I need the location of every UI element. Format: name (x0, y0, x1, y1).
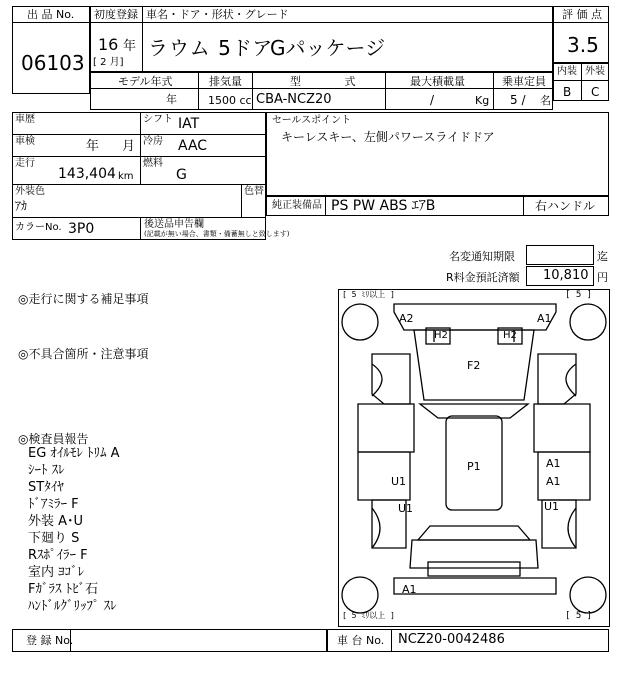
docs-note: (記載が無い場合、書類・備蓄無しと致します) (144, 230, 290, 238)
inspector-report-list (28, 447, 328, 617)
registration-year-unit: 年 (123, 39, 137, 54)
divider (142, 6, 143, 72)
model-value: CBA-NCZ20 (256, 92, 332, 107)
recycle-fee-unit: 円 (597, 271, 608, 284)
divider (12, 134, 266, 135)
registration-number-label: 登 録 No. (26, 634, 74, 647)
car-diagram-frame (338, 289, 610, 627)
list-item: 下廻り S (28, 531, 80, 546)
capacity-value: 5 / (510, 93, 526, 107)
divider (391, 629, 392, 652)
inspection-year: 年 (86, 139, 100, 154)
divider (553, 22, 609, 23)
ac-label: 冷房 (143, 136, 163, 147)
exterior-color-value: ｱｶ (15, 199, 28, 213)
tire-depth-rear-left: [ 5 ﾐﾘ以上 ] (342, 611, 395, 620)
color-number-value: 3P0 (68, 221, 95, 237)
model-year-label: モデル年式 (118, 75, 173, 88)
displacement-label: 排気量 (209, 75, 242, 88)
sales-point-label: セールスポイント (272, 115, 352, 126)
max-load-label: 最大積載量 (410, 75, 465, 88)
registration-month: [ 2 月] (93, 57, 124, 68)
ac-value: AAC (178, 138, 208, 154)
history-label: 車歴 (15, 114, 35, 125)
shift-label: シフト (143, 114, 173, 125)
damage-mark: P1 (467, 460, 481, 473)
exterior-color-label: 外装色 (15, 186, 45, 197)
transfer-deadline-suffix: 迄 (597, 250, 608, 263)
inspection-month: 月 (122, 139, 136, 154)
sales-point-value: キーレスキー、左側パワースライドドア (281, 130, 495, 144)
divider (252, 72, 253, 110)
divider (140, 112, 141, 184)
tire-depth-front-right: [ 5 ] (565, 290, 593, 300)
model-year-value: 年 (166, 93, 177, 106)
damage-mark: H2 (434, 330, 448, 341)
divider (12, 217, 266, 218)
recycle-fee-value: 10,810 (543, 268, 589, 283)
list-item: STﾀｲﾔ (28, 480, 64, 495)
details-table (12, 112, 266, 240)
lot-number: 06103 (21, 51, 85, 75)
damage-mark: U1 (391, 475, 407, 488)
first-registration-label: 初度登録 (94, 8, 138, 21)
divider (90, 88, 553, 89)
divider (90, 22, 553, 23)
mileage-unit: km (118, 171, 134, 182)
damage-mark: F2 (467, 359, 481, 372)
divider (12, 156, 266, 157)
inspector-report-title: ◎検査員報告 (18, 432, 89, 446)
transfer-deadline-field (526, 245, 594, 265)
exterior-grade-label: 外装 (585, 66, 605, 77)
equipment-value: PS PW ABS ｴｱB (331, 198, 436, 214)
car-name: ラウム 5ドア (148, 36, 274, 60)
max-load-value: / (430, 93, 435, 107)
damage-mark: A1 (537, 312, 552, 325)
list-item: ｼｰﾄ ｽﾚ (28, 463, 65, 478)
color-number-label: カラーNo. (15, 222, 62, 233)
recycle-fee-label: R料金預託済額 (446, 271, 520, 284)
driving-notes-title: ◎走行に関する補足事項 (18, 292, 149, 306)
displacement-value: 1500 cc (208, 94, 252, 107)
steering-side: 右ハンドル (535, 199, 596, 213)
divider (553, 80, 609, 81)
capacity-unit: 名 (540, 94, 551, 107)
interior-grade-value: B (563, 85, 572, 99)
tire-depth-front-left: [ 5 ﾐﾘ以上 ] (342, 290, 395, 299)
repaint-label: 色替 (244, 186, 264, 197)
list-item: 外装 A･U (28, 514, 84, 529)
chassis-number-value: NCZ20-0042486 (398, 632, 505, 647)
damage-mark: A2 (399, 312, 414, 325)
shift-value: IAT (178, 116, 200, 132)
list-item: ﾊﾝﾄﾞﾙｸﾞﾘｯﾌﾟ ｽﾚ (28, 599, 117, 614)
damage-mark: A1 (546, 475, 561, 488)
fuel-value: G (176, 167, 187, 183)
divider (241, 184, 242, 217)
capacity-label: 乗車定員 (502, 75, 546, 88)
defects-title: ◎不具合箇所・注意事項 (18, 347, 149, 361)
divider (12, 184, 266, 185)
damage-mark: U1 (544, 500, 560, 513)
transfer-deadline-label: 名変通知期限 (449, 250, 515, 263)
interior-grade-label: 内装 (557, 66, 577, 77)
list-item: Rｽﾎﾟｲﾗｰ F (28, 548, 88, 563)
divider (140, 217, 141, 240)
divider (325, 196, 326, 216)
damage-mark: A1 (546, 457, 561, 470)
max-load-unit: Kg (475, 94, 490, 107)
tire-depth-rear-right: [ 5 ] (565, 611, 593, 621)
list-item: EG ｵｲﾙﾓﾚ ﾄﾘﾑ A (28, 446, 120, 461)
registration-year: 16 (98, 35, 119, 54)
damage-mark: A1 (402, 583, 417, 596)
list-item: 室内 ﾖｺﾞﾚ (28, 565, 85, 580)
car-grade: Gパッケージ (270, 36, 386, 60)
equipment-label: 純正装備品 (272, 200, 322, 211)
vehicle-name-label: 車名・ドア・形状・グレード (146, 8, 289, 21)
damage-mark: H2 (503, 330, 517, 341)
mileage-value: 143,404 (58, 166, 116, 182)
divider (493, 72, 494, 110)
mileage-label: 走行 (15, 158, 35, 169)
list-item: Fｶﾞﾗｽ ﾄﾋﾞ石 (28, 582, 99, 597)
damage-mark: U1 (398, 502, 414, 515)
score-label: 評 価 点 (562, 8, 602, 21)
divider (581, 63, 582, 101)
divider (12, 22, 90, 23)
divider (523, 196, 524, 216)
lot-number-label: 出 品 No. (27, 8, 75, 21)
score-value: 3.5 (567, 33, 599, 57)
divider (198, 72, 199, 110)
exterior-grade-value: C (591, 85, 600, 99)
list-item: ﾄﾞｱﾐﾗｰ F (28, 497, 79, 512)
inspection-label: 車検 (15, 136, 35, 147)
model-label: 型 式 (290, 75, 356, 88)
docs-label: 後送品申告欄 (144, 219, 204, 230)
fuel-label: 燃料 (143, 158, 163, 169)
chassis-number-label: 車 台 No. (337, 634, 385, 647)
divider (385, 72, 386, 110)
